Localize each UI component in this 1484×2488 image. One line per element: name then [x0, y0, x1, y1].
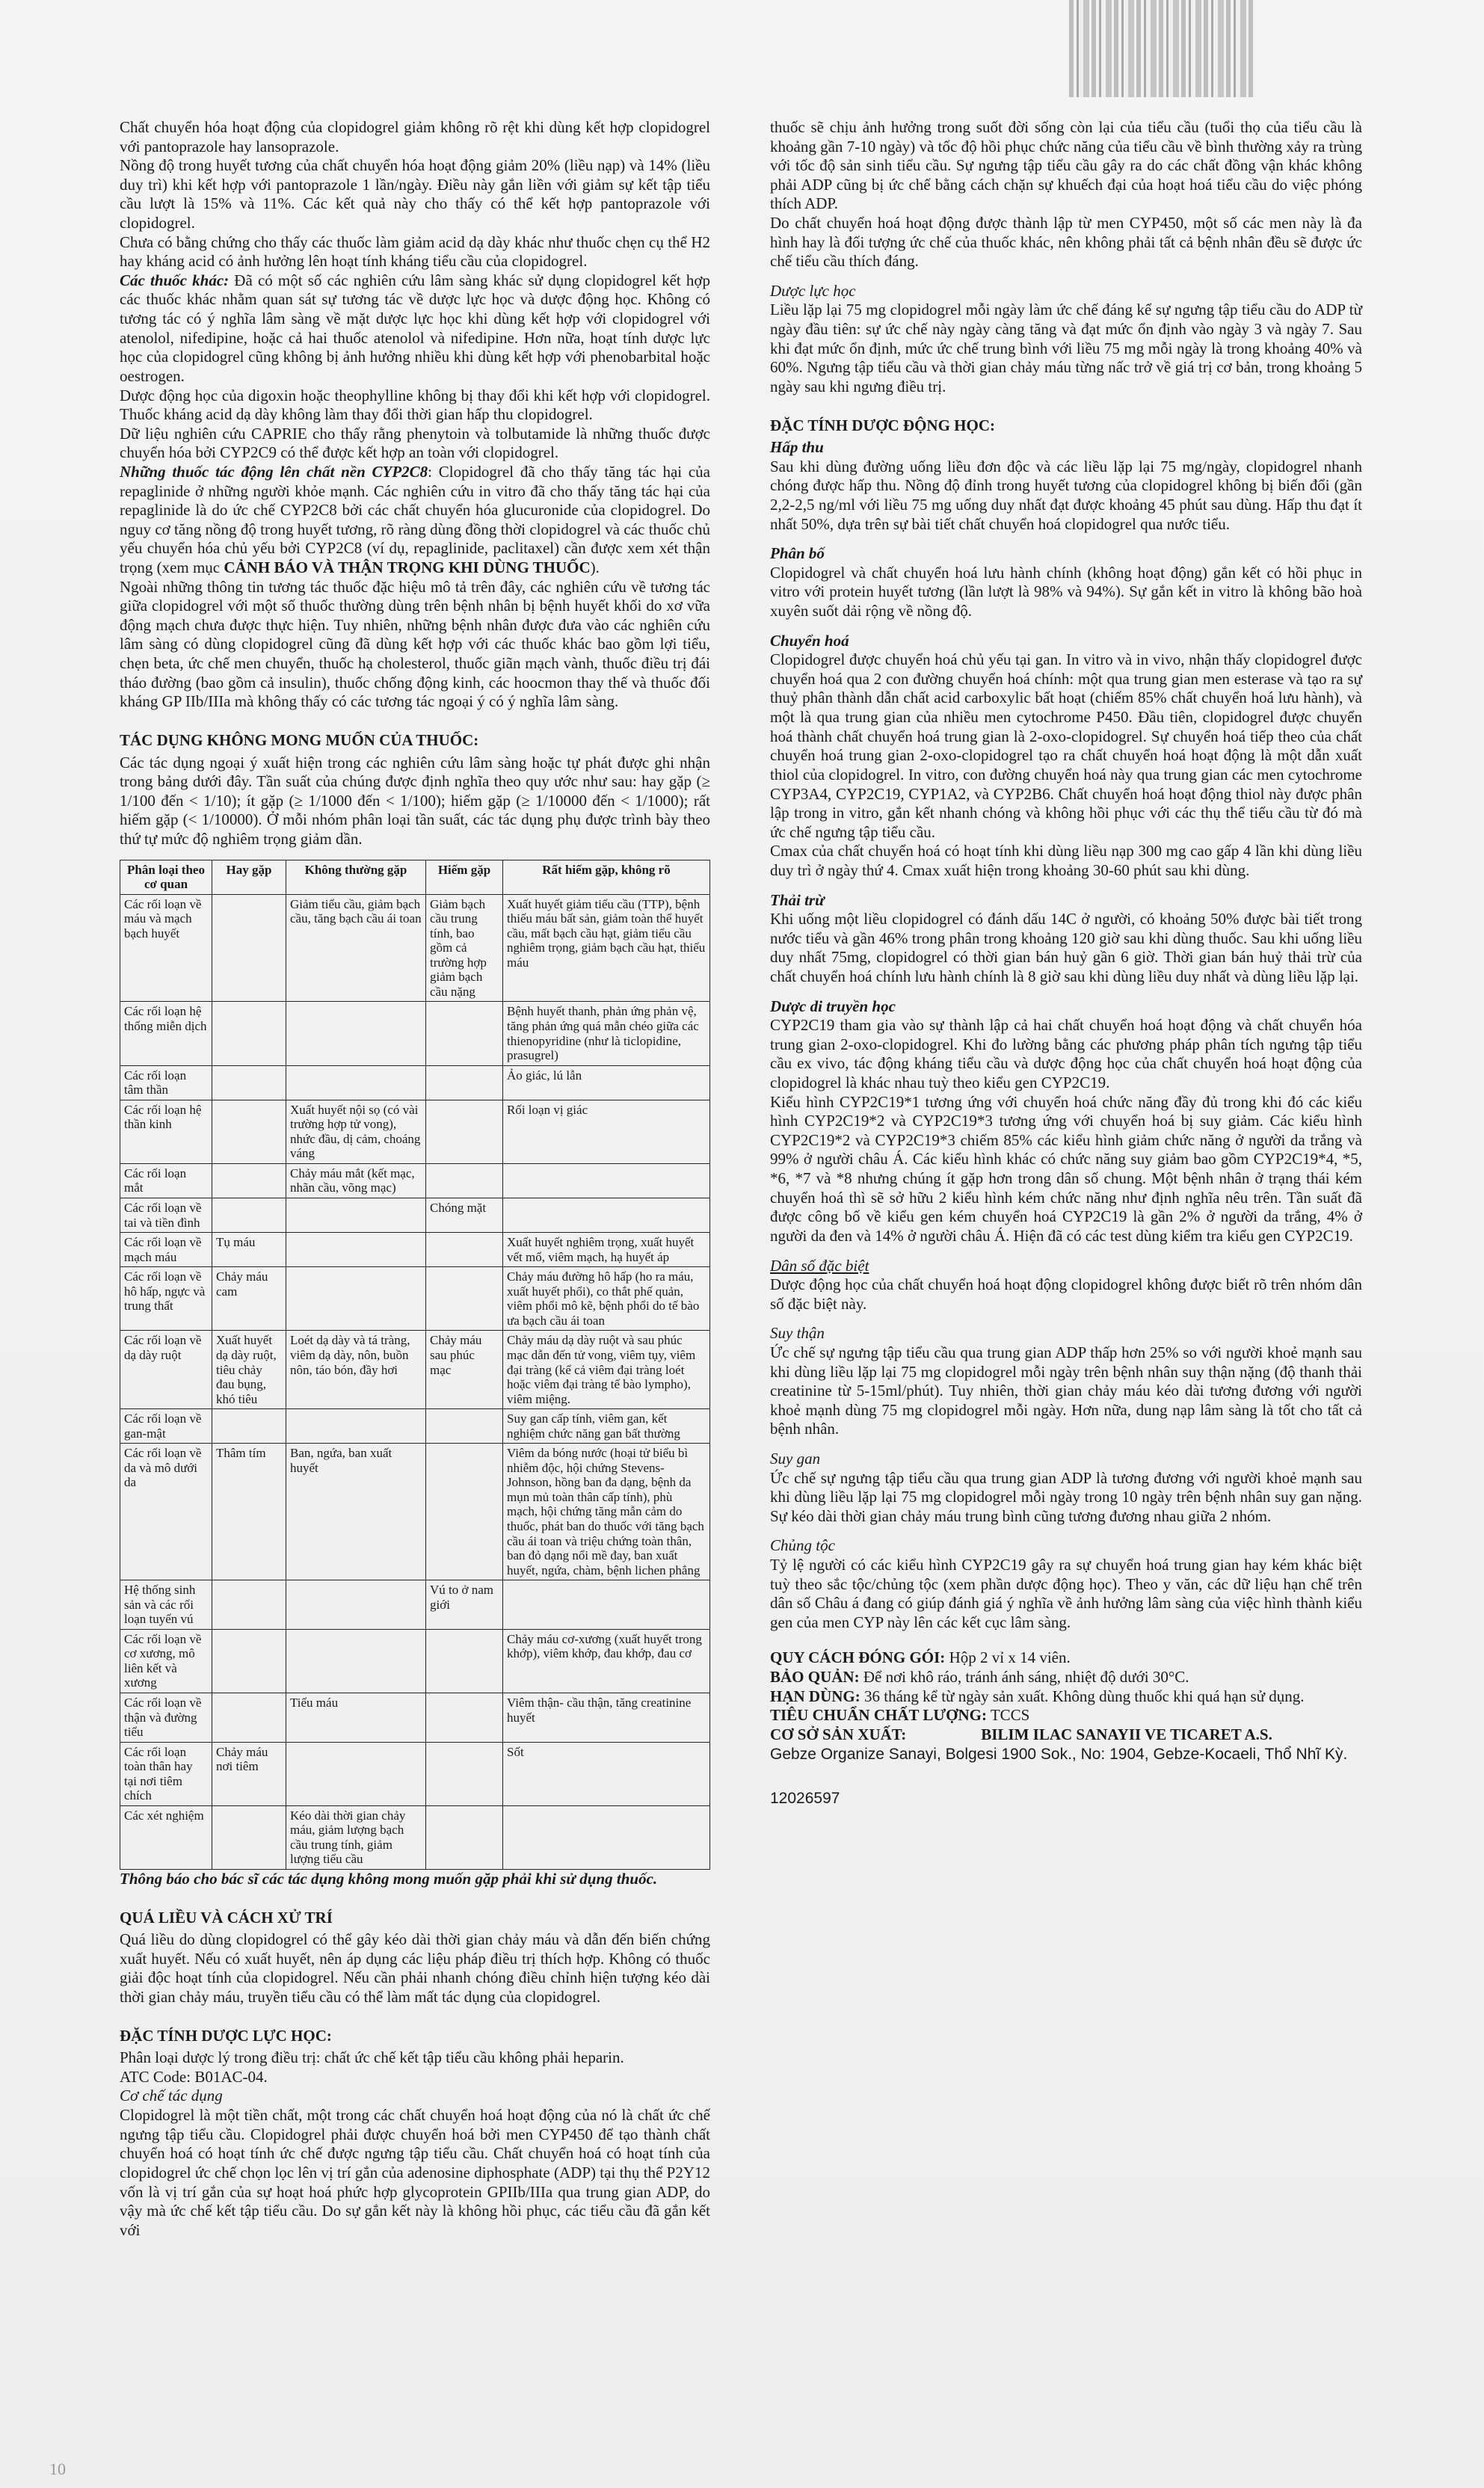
table-cell: Các rối loạn về thận và đường tiểu	[120, 1693, 212, 1742]
table-cell: Các rối loạn về dạ dày ruột	[120, 1331, 212, 1409]
paragraph: Dữ liệu nghiên cứu CAPRIE cho thấy rằng phenytoin và tolbutamide là những thuốc được chuyển hóa bởi CYP2C9 có thể được kết hợp an toàn với clopidogrel.	[120, 424, 710, 462]
table-cell: Suy gan cấp tính, viêm gan, kết nghiệm chức năng gan bất thường	[503, 1409, 710, 1444]
table-cell: Các rối loạn về hô hấp, ngực và trung thất	[120, 1267, 212, 1331]
table-cell: Các rối loạn về da và mô dưới da	[120, 1444, 212, 1580]
cyp2c8-end: ).	[590, 558, 600, 577]
table-cell	[212, 1693, 286, 1742]
table-cell: Vú to ở nam giới	[426, 1580, 503, 1630]
special-pop-label: Dân số đặc biệt	[770, 1256, 869, 1275]
table-cell	[426, 1629, 503, 1693]
table-cell: Xuất huyết nghiêm trọng, xuất huyết vết mổ, viêm mạch, hạ huyết áp	[503, 1233, 710, 1267]
paragraph: Ngoài những thông tin tương tác thuốc đặc hiệu mô tả trên đây, các nghiên cứu về tương tác giữa clopidogrel với một số thuốc thường dùng trên bệnh nhân bị bệnh huyết khối do xơ vữa động mạch chưa được thực hiện. Tuy nhiên, những bệnh nhân được đưa vào các nghiên cứu lâm sàng có dùng clopidogrel cũng đã dùng kết hợp với các thuốc khác bao gồm lợi tiểu, chẹn beta, ức chế men chuyển, thuốc hạ cholesterol, thuốc giãn mạch vành, thuốc điều trị đái tháo đường (bao gồm cả insulin), thuốc chống động kinh, các hoocmon thay thế và thuốc đối kháng GP IIb/IIIa mà không thấy có các tương tác ngoại ý có ý nghĩa lâm sàng.	[120, 577, 710, 711]
table-cell: Các rối loạn toàn thân hay tại nơi tiêm chích	[120, 1742, 212, 1805]
table-cell: Các rối loạn tâm thần	[120, 1065, 212, 1100]
product-code: 12026597	[770, 1790, 840, 1808]
table-cell	[426, 1267, 503, 1331]
table-cell	[503, 1198, 710, 1233]
table-cell	[212, 1409, 286, 1444]
race-text: Tỷ lệ người có các kiểu hình CYP2C19 gây ra sự chuyển hoá trung gian hay kém khác biệt tuỳ theo sắc tộc/chủng tộc (xem phần dược động học). Theo y văn, các dữ liệu hạn chế trên dân số Châu á đang có giúp đánh giá ý nghĩa về ảnh hưởng lâm sàng của việc hình thành kiểu gen của men CYP này lên các kết cục lâm sàng.	[770, 1556, 1362, 1631]
table-row	[120, 1742, 710, 1805]
table-cell	[426, 1693, 503, 1742]
hepatic-label: Suy gan	[770, 1450, 821, 1468]
ae-heading: TÁC DỤNG KHÔNG MONG MUỐN CỦA THUỐC:	[120, 730, 479, 749]
table-header-row	[120, 860, 710, 894]
storage-label: BẢO QUẢN:	[770, 1668, 860, 1687]
table-cell: Các rối loạn hệ thống miễn dịch	[120, 1002, 212, 1065]
table-cell	[286, 1267, 426, 1331]
page-number: 10	[49, 2460, 66, 2478]
table-row	[120, 1002, 710, 1065]
table-cell	[503, 1163, 710, 1198]
table-row	[120, 1331, 710, 1409]
table-cell	[212, 1198, 286, 1233]
overdose-heading: QUÁ LIỀU VÀ CÁCH XỬ TRÍ	[120, 1908, 333, 1927]
distribution-text: Clopidogrel và chất chuyển hoá lưu hành chính (không hoạt động) gắn kết có hồi phục in vitro với protein huyết tương (lần lượt là 98% và 94%). Sự gắn kết in vitro là không bão hoà xuyên suốt dải rộng về nồng độ.	[770, 563, 1362, 621]
table-cell	[286, 1742, 426, 1805]
table-cell: Các rối loạn về máu và mạch bạch huyết	[120, 894, 212, 1002]
table-cell	[426, 1805, 503, 1869]
table-cell: Viêm thận- cầu thận, tăng creatinine huyết	[503, 1693, 710, 1742]
race-label: Chủng tộc	[770, 1536, 835, 1555]
ae-intro: Các tác dụng ngoại ý xuất hiện trong các nghiên cứu lâm sàng hoặc tự phát được ghi nhận trong bảng dưới đây. Tần suất của chúng được định nghĩa theo quy ước như sau: hay gặp (≥ 1/100 đến < 1/10); ít gặp (≥ 1/1000 đến < 1/100); hiếm gặp (≥ 1/10000 đến < 1/1000); rất hiếm gặp (< 1/10000). Ở mỗi nhóm phân loại tần suất, các tác dụng phụ được trình bày theo thứ tự mức độ nghiêm trọng giảm dần.	[120, 753, 710, 848]
pd-sub-text: Liều lặp lại 75 mg clopidogrel mỗi ngày làm ức chế đáng kể sự ngưng tập tiểu cầu do ADP từ ngày đầu tiên: sự ức chế này ngày càng tăng và đạt mức ổn định vào ngày 3 và ngày 7. Sau khi đạt mức ổn định, mức ức chế trung bình với liều 75 mg mỗi ngày là trong khoảng 40% và 60%. Ngưng tập tiểu cầu và thời gian chảy máu từng nấc trở về giá trị cơ bản, trong khoảng 5 ngày sau khi ngưng điều trị.	[770, 301, 1362, 395]
table-cell	[503, 1580, 710, 1630]
manufacturer-line	[770, 1725, 1362, 1745]
table-cell	[426, 1163, 503, 1198]
table-cell: Các rối loạn về tai và tiền đình	[120, 1198, 212, 1233]
other-drugs-label: Các thuốc khác:	[120, 271, 230, 289]
table-cell: Hệ thống sinh sản và các rối loạn tuyến vú	[120, 1580, 212, 1630]
renal-label: Suy thận	[770, 1324, 825, 1343]
absorption-label: Hấp thu	[770, 438, 824, 457]
table-cell: Tiểu máu	[286, 1693, 426, 1742]
table-cell	[286, 1580, 426, 1630]
table-row	[120, 1444, 710, 1580]
pharmacogenetics-text-2: Kiểu hình CYP2C19*1 tương ứng với chuyển hoá chức năng đầy đủ trong khi đó các kiểu hình CYP2C19*2 và CYP2C19*3 tương ứng với chuyển hoá bị suy giảm. Các kiểu hình CYP2C19*2 và CYP2C19*3 chiếm 85% các kiểu hình giảm chức năng ở người da trắng và 99% ở người châu Á. Các kiểu hình khác có chức năng suy giảm bao gồm CYP2C19*4, *5, *6, *7 và *8 nhưng chúng ít gặp hơn trong dân số chung. Một bệnh nhân ở trạng thái kém chuyển hoá thì sẽ sở hữu 2 kiểu hình kém chức năng như định nghĩa nêu trên. Tần suất đã được công bố về kiểu gen kém chuyển hoá CYP2C19 là gần 2% ở người da trắng, 4% ở người da đen và 14% ở người châu Á. Hiện đã có các test dùng kiểm tra kiểu gen CYP2C19.	[770, 1092, 1362, 1245]
table-cell	[212, 1580, 286, 1630]
table-caption: Thông báo cho bác sĩ các tác dụng không mong muốn gặp phải khi sử dụng thuốc.	[120, 1870, 658, 1888]
metabolism-text: Clopidogrel được chuyển hoá chủ yếu tại gan. In vitro và in vivo, nhận thấy clopidogrel được chuyển hoá qua 2 con đường chuyển hoá chính: một qua trung gian men esterase và tạo ra sự thuỷ phân thành dẫn chất acid carboxylic bất hoạt (chiếm 85% chất chuyển hoá lưu hành), và một là qua trung gian của nhiều men cytochrome P450. Đầu tiên, clopidogrel được chuyển hoá thành chất chuyển hoá trung gian là 2-oxo-clopidogrel. Sự chuyển hoá tiếp theo của chất chuyển hoá trung gian 2-oxo-clopidogrel tạo ra chất chuyển hoá hoạt động là một dẫn xuất thiol của clopidogrel. In vitro, con đường chuyển hoá này qua trung gian các men cytochrome CYP3A4, CYP2C19, CYP1A2, và CYP2B6. Chất chuyển hoá hoạt động thiol này được phân lập trong in vitro, gắn kết nhanh chóng và không hồi phục với các thụ thể tiểu cầu từ đó mà ức chế ngưng tập tiểu cầu.	[770, 650, 1362, 841]
table-cell: Các rối loạn hệ thần kinh	[120, 1100, 212, 1163]
table-cell: Các rối loạn về cơ xương, mô liên kết và xương	[120, 1629, 212, 1693]
table-header: Phân loại theo cơ quan	[120, 860, 212, 894]
table-cell	[426, 1409, 503, 1444]
pd-atc: ATC Code: B01AC-04.	[120, 2067, 268, 2086]
table-cell	[426, 1100, 503, 1163]
paragraph: Dược động học của digoxin hoặc theophylline không bị thay đổi khi kết hợp với clopidogrel. Thuốc kháng acid dạ dày không làm thay đổi thời gian hấp thu clopidogrel.	[120, 386, 710, 424]
paragraph: Chưa có bằng chứng cho thấy các thuốc làm giảm acid dạ dày khác như thuốc chẹn cụ thể H2 hay kháng acid có ảnh hưởng lên hoạt tính kháng tiểu cầu của clopidogrel.	[120, 233, 710, 271]
table-cell: Xuất huyết nội sọ (có vài trường hợp tử vong), nhức đầu, dị cảm, choáng váng	[286, 1100, 426, 1163]
other-drugs-text: Đã có một số các nghiên cứu lâm sàng khác sử dụng clopidogrel kết hợp các thuốc khác nhằm quan sát sự tương tác về dược lực học và dược động học. Không có tương tác có ý nghĩa lâm sàng về mặt dược lực học khi dùng kết hợp với clopidogrel với atenolol, nifedipine, hoặc cả hai thuốc atenolol và nifedipine. Hơn nữa, hoạt tính dược lực học của clopidogrel cũng không bị ảnh hưởng nhiều khi dùng kết hợp với phenobarbital hoặc oestrogen.	[120, 271, 711, 385]
table-cell	[212, 1065, 286, 1100]
table-cell	[426, 1444, 503, 1580]
table-row	[120, 1163, 710, 1198]
metabolism-text-2: Cmax của chất chuyển hoá có hoạt tính khi dùng liều nạp 300 mg cao gấp 4 lần khi dùng liều duy trì ở ngày thứ 4. Cmax xuất hiện trong khoảng 30-60 phút sau khi dùng.	[770, 842, 1362, 879]
table-cell	[286, 1233, 426, 1267]
table-cell: Bệnh huyết thanh, phản ứng phản vệ, tăng phản ứng quá mẫn chéo giữa các thienopyridine (như là ticlopidine, prasugrel)	[503, 1002, 710, 1065]
pd-group: Phân loại dược lý trong điều trị: chất ức chế kết tập tiểu cầu không phải heparin.	[120, 2048, 624, 2067]
table-cell: Xuất huyết dạ dày ruột, tiêu chảy đau bụng, khó tiêu	[212, 1331, 286, 1409]
manufacturer-label: CƠ SỞ SẢN XUẤT:	[770, 1725, 907, 1743]
table-cell: Các rối loạn về gan-mật	[120, 1409, 212, 1444]
hepatic-text: Ức chế sự ngưng tập tiểu cầu qua trung gian ADP là tương đương với người khoẻ mạnh sau khi dùng liều lặp lại 75 mg clopidogrel mỗi ngày trong 10 ngày trên bệnh nhân suy gan nặng. Sự kéo dài thời gian chảy máu trung bình cũng tương đương nhau giữa 2 nhóm.	[770, 1468, 1362, 1525]
table-cell	[426, 1742, 503, 1805]
elimination-text: Khi uống một liều clopidogrel có đánh dấu 14C ở người, có khoảng 50% được bài tiết trong nước tiểu và gần 46% trong phân trong khoảng 120 giờ sau khi dùng thuốc. Sau khi uống liều duy nhất 75mg, clopidogrel có thời gian bán huỷ gần 6 giờ. Thời gian bán huỷ thải trừ của chất chuyển hoá chính lưu hành chính là 8 giờ sau khi dùng liều duy nhất và dùng liều lặp lại.	[770, 910, 1362, 985]
expiry-line	[770, 1687, 1362, 1707]
table-cell	[503, 1805, 710, 1869]
table-cell: Các rối loạn mắt	[120, 1163, 212, 1198]
table-cell	[286, 1409, 426, 1444]
table-cell	[212, 894, 286, 1002]
table-cell: Chảy máu đường hô hấp (ho ra máu, xuất huyết phổi), co thắt phế quản, viêm phổi mô kẽ, bệnh phổi do tế bào ưa bạch cầu ái toan	[503, 1267, 710, 1331]
table-row	[120, 1267, 710, 1331]
pd-mech-text: Clopidogrel là một tiền chất, một trong các chất chuyển hoá hoạt động của nó là chất ức chế ngưng tập tiểu cầu. Clopidogrel phải được chuyển hoá bởi men CYP450 để tạo thành chất chuyển hoá có hoạt tính ức chế được ngưng tập tiểu cầu. Chất chuyển hoá có hoạt tính của clopidogrel ức chế chọn lọc lên vị trí gắn của adenosine diphosphate (ADP) tại thụ thể P2Y12 vốn là vị trí gắn của sự hoạt hoá phức hợp glycoprotein GPIIb/IIIa qua trung gian ADP, do vậy mà ức chế kết tập tiểu cầu. Do sự gắn kết này là không hồi phục, các tiểu cầu đã gắn kết với	[120, 2106, 710, 2239]
table-header: Hay gặp	[212, 860, 286, 894]
table-cell: Chảy máu nơi tiêm	[212, 1742, 286, 1805]
table-cell: Thâm tím	[212, 1444, 286, 1580]
table-row	[120, 1629, 710, 1693]
barcode-graphic	[1069, 0, 1256, 97]
table-cell: Sốt	[503, 1742, 710, 1805]
standard-text: TCCS	[986, 1706, 1030, 1725]
table-cell: Chảy máu cam	[212, 1267, 286, 1331]
table-row	[120, 1233, 710, 1267]
table-cell: Ban, ngứa, ban xuất huyết	[286, 1444, 426, 1580]
table-cell: Các rối loạn về mạch máu	[120, 1233, 212, 1267]
table-cell: Chảy máu cơ-xương (xuất huyết trong khớp), viêm khớp, đau khớp, đau cơ	[503, 1629, 710, 1693]
table-cell: Chảy máu sau phúc mạc	[426, 1331, 503, 1409]
table-cell: Kéo dài thời gian chảy máu, giảm lượng bạch cầu trung tính, giảm lượng tiểu cầu	[286, 1805, 426, 1869]
table-cell	[212, 1163, 286, 1198]
table-cell: Chảy máu mắt (kết mạc, nhãn cầu, võng mạc)	[286, 1163, 426, 1198]
table-cell	[426, 1233, 503, 1267]
expiry-text: 36 tháng kể từ ngày sản xuất. Không dùng thuốc khi quá hạn sử dụng.	[860, 1687, 1305, 1705]
paragraph	[120, 271, 710, 387]
storage-text: Để nơi khô ráo, tránh ánh sáng, nhiệt độ dưới 30°C.	[859, 1668, 1189, 1687]
paragraph: Chất chuyển hóa hoạt động của clopidogrel giảm không rõ rệt khi dùng kết hợp clopidogrel với pantoprazole hay lansoprazole.	[120, 118, 710, 156]
special-pop-text: Dược động học của chất chuyển hoá hoạt động clopidogrel không được biết rõ trên nhóm dân số đặc biệt này.	[770, 1275, 1362, 1313]
pharmacogenetics-label: Dược di truyền học	[770, 997, 896, 1015]
table-row	[120, 894, 710, 1002]
cyp2c8-text: : Clopidogrel đã cho thấy tăng tác hại của repaglinide ở những người khỏe mạnh. Các nghiên cứu in vitro đã cho thấy tăng tác hại của repaglinide là do ức chế CYP2C8 bởi các chất chuyển hóa glucuronide của clopidogrel. Do nguy cơ tăng nồng độ trong huyết tương, rõ ràng dùng đồng thời clopidogrel và các thuốc chủ yếu chuyển hóa chủ yếu bởi CYP2C8 (ví dụ, repaglinide, paclitaxel) cần được xem xét thận trọng (xem mục	[120, 462, 710, 577]
pk-heading: ĐẶC TÍNH DƯỢC ĐỘNG HỌC:	[770, 416, 996, 434]
expiry-label: HẠN DÙNG:	[770, 1687, 860, 1705]
standard-label: TIÊU CHUẨN CHẤT LƯỢNG:	[770, 1706, 987, 1725]
renal-text: Ức chế sự ngưng tập tiểu cầu qua trung gian ADP thấp hơn 25% so với người khoẻ mạnh sau khi dùng liều lặp lại 75 mg clopidogrel mỗi ngày trên bệnh nhân suy thận nặng (độ thanh thải creatinine từ 5-15ml/phút). Tuy nhiên, thời gian chảy máu kéo dài tương đương với người khoẻ mạnh dùng 75 mg clopidogrel mỗi ngày. Hơn nữa, dung nạp lâm sàng là tốt cho tất cả bệnh nhân.	[770, 1343, 1362, 1438]
table-cell	[286, 1629, 426, 1693]
table-cell: Xuất huyết giảm tiểu cầu (TTP), bệnh thiếu máu bất sản, giảm toàn thể huyết cầu, mất bạch cầu hạt, giảm tiểu cầu nghiêm trọng, giảm bạch cầu hạt, thiếu máu	[503, 894, 710, 1002]
table-cell: Rối loạn vị giác	[503, 1100, 710, 1163]
paragraph: Nồng độ trong huyết tương của chất chuyển hóa hoạt động giảm 20% (liều nạp) và 14% (liều duy trì) khi kết hợp với pantoprazole 1 lần/ngày. Điều này gắn liền với giảm sự kết tập tiểu cầu lượt là 15% và 11%. Các kết quả này cho thấy có thể kết hợp pantoprazole với clopidogrel.	[120, 156, 710, 233]
paragraph: Do chất chuyển hoá hoạt động được thành lập từ men CYP450, một số các men này là đa hình hay là đối tượng ức chế của thuốc khác, nên không phải tất cả bệnh nhân đều sẽ được ức chế tiểu cầu thích đáng.	[770, 214, 1362, 271]
table-cell	[286, 1065, 426, 1100]
table-row	[120, 1409, 710, 1444]
table-cell	[286, 1198, 426, 1233]
metabolism-label: Chuyển hoá	[770, 631, 849, 650]
table-cell	[286, 1002, 426, 1065]
table-row	[120, 1805, 710, 1869]
adverse-effects-table	[120, 860, 710, 1870]
table-cell	[212, 1100, 286, 1163]
table-row	[120, 1198, 710, 1233]
manufacturer-address: Gebze Organize Sanayi, Bolgesi 1900 Sok., No: 1904, Gebze-Kocaeli, Thổ Nhĩ Kỳ.	[770, 1745, 1348, 1763]
overdose-text: Quá liều do dùng clopidogrel có thể gây kéo dài thời gian chảy máu và dẫn đến biến chứng xuất huyết. Nếu có xuất huyết, nên áp dụng các liệu pháp điều trị thích hợp. Không có thuốc giải độc hoạt tính của clopidogrel. Nếu cần phải nhanh chóng điều chỉnh hiện tượng kéo dài thời gian chảy máu, truyền tiểu cầu có thể làm mất tác dụng của clopidogrel.	[120, 1930, 710, 2007]
manufacturer-name: BILIM ILAC SANAYII VE TICARET A.S.	[981, 1725, 1272, 1743]
table-body	[120, 894, 710, 1869]
table-cell: Ảo giác, lú lẫn	[503, 1065, 710, 1100]
table-cell: Viêm da bóng nước (hoại tử biểu bì nhiễm độc, hội chứng Stevens-Johnson, hồng ban đa dạng, bệnh da mụn mủ toàn thân cấp tính), phù mạch, hội chứng tăng mẫn cảm do thuốc, phát ban do thuốc với tăng bạch cầu ái toan và triệu chứng toàn thân, ban đỏ dạng nổi mề đay, ban xuất huyết, ngứa, chàm, bệnh lichen phẳng	[503, 1444, 710, 1580]
packaging-line	[770, 1648, 1362, 1668]
distribution-label: Phân bố	[770, 544, 825, 563]
table-row	[120, 1693, 710, 1742]
standard-line	[770, 1706, 1362, 1725]
cyp2c8-label: Những thuốc tác động lên chất nền CYP2C8	[120, 462, 428, 481]
table-header: Không thường gặp	[286, 860, 426, 894]
table-cell	[212, 1805, 286, 1869]
table-row	[120, 1100, 710, 1163]
pd-mech-label: Cơ chế tác dụng	[120, 2087, 223, 2105]
paragraph	[120, 463, 710, 578]
pharmacogenetics-text: CYP2C19 tham gia vào sự thành lập cả hai chất chuyển hoá hoạt động và chất chuyển hóa trung gian 2-oxo-clopidogrel. Khi đo lường bằng các phương pháp phân tích ngưng tập tiểu cầu ex vivo, tác động kháng tiểu cầu và dược động học của chất chuyển hoá hoạt động của clopidogrel là khác nhau tuỳ theo kiểu gen CYP2C19.	[770, 1016, 1362, 1092]
pd-sub-label: Dược lực học	[770, 281, 856, 300]
cyp2c8-ref: CẢNH BÁO VÀ THẬN TRỌNG KHI DÙNG THUỐC	[224, 558, 591, 577]
paragraph: thuốc sẽ chịu ảnh hưởng trong suốt đời sống còn lại của tiểu cầu (tuổi thọ của tiểu cầu là khoảng gần 7-10 ngày) và tốc độ hồi phục chức năng của tiểu cầu về bình thường xảy ra trùng với tốc độ sản sinh tiểu cầu. Sự ngưng tập tiểu cầu gây ra do các chất đồng vận khác không phải ADP cũng bị ức chế bằng cách chặn sự khuếch đại của hoạt hoá tiểu cầu do việc phóng thích ADP.	[770, 118, 1362, 213]
table-cell	[212, 1629, 286, 1693]
table-cell: Các xét nghiệm	[120, 1805, 212, 1869]
packaging-text: Hộp 2 vỉ x 14 viên.	[945, 1648, 1071, 1667]
pd-heading: ĐẶC TÍNH DƯỢC LỰC HỌC:	[120, 2026, 332, 2045]
table-cell: Giảm bạch cầu trung tính, bao gồm cả trường hợp giảm bạch cầu nặng	[426, 894, 503, 1002]
table-cell	[212, 1002, 286, 1065]
table-cell: Giảm tiểu cầu, giảm bạch cầu, tăng bạch cầu ái toan	[286, 894, 426, 1002]
elimination-label: Thải trừ	[770, 890, 825, 909]
storage-line	[770, 1668, 1362, 1687]
table-header: Hiếm gặp	[426, 860, 503, 894]
table-cell: Chảy máu dạ dày ruột và sau phúc mạc dẫn đến tử vong, viêm tụy, viêm đại tràng (kể cả viêm đại tràng loét hoặc viêm đại tràng tế bào lympho), viêm miệng.	[503, 1331, 710, 1409]
table-cell	[426, 1065, 503, 1100]
left-column	[120, 118, 710, 2240]
right-column	[770, 118, 1362, 1808]
absorption-text: Sau khi dùng đường uống liều đơn độc và các liều lặp lại 75 mg/ngày, clopidogrel nhanh chóng được hấp thu. Nồng độ đỉnh trong huyết tương của clopidogrel không bị biến đổi (gần 2,2-2,5 ng/ml với liều 75 mg uống duy nhất đạt được khoảng 45 phút sau dùng. Hấp thu đạt ít nhất 50%, dựa trên sự bài tiết chất chuyển hoá clopidogrel qua nước tiểu.	[770, 457, 1362, 533]
table-header: Rất hiếm gặp, không rõ	[503, 860, 710, 894]
table-cell: Tụ máu	[212, 1233, 286, 1267]
packaging-label: QUY CÁCH ĐÓNG GÓI:	[770, 1648, 946, 1667]
table-row	[120, 1065, 710, 1100]
table-cell: Loét dạ dày và tá tràng, viêm dạ dày, nôn, buồn nôn, táo bón, đầy hơi	[286, 1331, 426, 1409]
table-row	[120, 1580, 710, 1630]
table-cell	[426, 1002, 503, 1065]
table-cell: Chóng mặt	[426, 1198, 503, 1233]
